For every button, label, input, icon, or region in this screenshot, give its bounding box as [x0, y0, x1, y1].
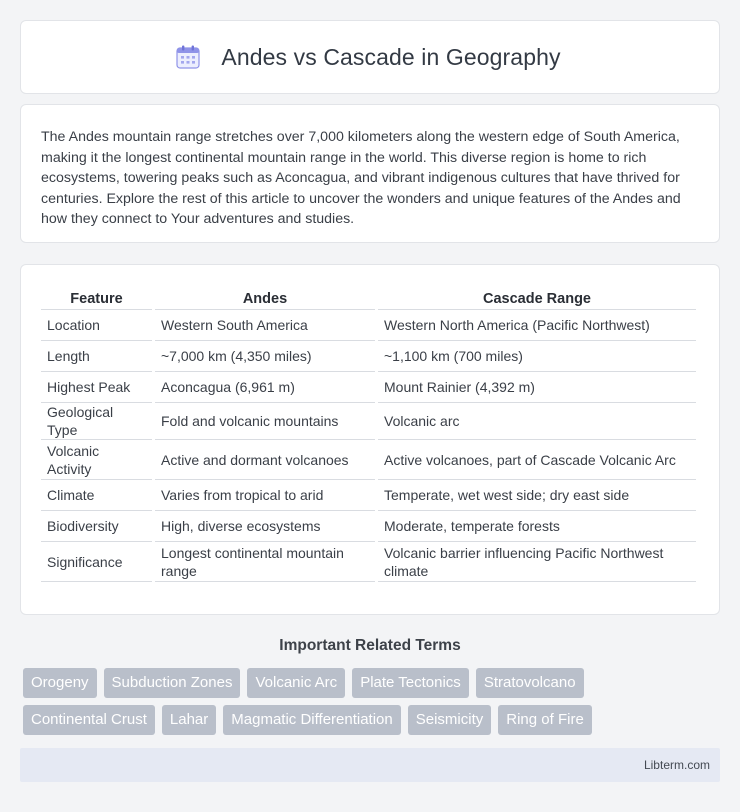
header-inner — [175, 44, 560, 71]
page-title: Andes vs Cascade in Geography — [221, 43, 561, 70]
table-row — [41, 372, 696, 403]
cell-cascade: Moderate, temperate forests — [378, 511, 696, 542]
header-feature: Feature — [41, 286, 152, 310]
intro-card — [20, 104, 720, 243]
cell-andes: Western South America — [155, 310, 375, 341]
tag-lahar[interactable]: Lahar — [162, 705, 216, 735]
table-row — [41, 542, 696, 582]
tag-ring-of-fire[interactable]: Ring of Fire — [498, 705, 592, 735]
cell-feature: Location — [41, 310, 152, 341]
tag-subduction-zones[interactable]: Subduction Zones — [104, 668, 241, 698]
table-header-row — [41, 286, 696, 310]
cell-cascade: Mount Rainier (4,392 m) — [378, 372, 696, 403]
cell-andes: Aconcagua (6,961 m) — [155, 372, 375, 403]
cell-feature: Significance — [41, 542, 152, 582]
table-row — [41, 511, 696, 542]
cell-cascade: Western North America (Pacific Northwest) — [378, 310, 696, 341]
tag-volcanic-arc[interactable]: Volcanic Arc — [247, 668, 345, 698]
comparison-table — [38, 286, 699, 582]
cell-andes: ~7,000 km (4,350 miles) — [155, 341, 375, 372]
cell-feature: Highest Peak — [41, 372, 152, 403]
tag-magmatic-differentiation[interactable]: Magmatic Differentiation — [223, 705, 400, 735]
cell-cascade: Temperate, wet west side; dry east side — [378, 480, 696, 511]
cell-feature: Volcanic Activity — [41, 440, 152, 480]
cell-feature: Length — [41, 341, 152, 372]
calendar-icon — [175, 44, 201, 70]
tag-plate-tectonics[interactable]: Plate Tectonics — [352, 668, 469, 698]
table-row — [41, 440, 696, 480]
cell-andes: Longest continental mountain range — [155, 542, 375, 582]
comparison-table-card — [20, 264, 720, 615]
cell-andes: High, diverse ecosystems — [155, 511, 375, 542]
cell-cascade: Volcanic arc — [378, 403, 696, 440]
header-cascade: Cascade Range — [378, 286, 696, 310]
tag-orogeny[interactable]: Orogeny — [23, 668, 97, 698]
cell-andes: Varies from tropical to arid — [155, 480, 375, 511]
table-row — [41, 403, 696, 440]
cell-feature: Biodiversity — [41, 511, 152, 542]
table-row — [41, 480, 696, 511]
cell-feature: Climate — [41, 480, 152, 511]
tag-continental-crust[interactable]: Continental Crust — [23, 705, 155, 735]
related-terms-list — [20, 668, 720, 735]
tag-stratovolcano[interactable]: Stratovolcano — [476, 668, 584, 698]
cell-andes: Fold and volcanic mountains — [155, 403, 375, 440]
header-card — [20, 20, 720, 94]
table-row — [41, 310, 696, 341]
table-row — [41, 341, 696, 372]
related-terms-title: Important Related Terms — [279, 637, 461, 654]
footer-site-link[interactable]: Libterm.com — [643, 758, 710, 772]
intro-paragraph: The Andes mountain range stretches over 7,000 kilometers along the western edge of South America, making it the longest continental mountain range in the world. This diverse region is home to rich ecosystems, towering peaks such as Aconcagua, and vibrant indigenous cultures that have thrived for centuries. Explore the rest of this article to uncover the wonders and unique features of the Andes and how they connect to Your adventures and studies. — [41, 129, 681, 227]
cell-cascade: Volcanic barrier influencing Pacific Northwest climate — [378, 542, 696, 582]
cell-cascade: Active volcanoes, part of Cascade Volcanic Arc — [378, 440, 696, 480]
cell-andes: Active and dormant volcanoes — [155, 440, 375, 480]
header-andes: Andes — [155, 286, 375, 310]
cell-feature: Geological Type — [41, 403, 152, 440]
footer — [20, 748, 720, 782]
cell-cascade: ~1,100 km (700 miles) — [378, 341, 696, 372]
tag-seismicity[interactable]: Seismicity — [408, 705, 492, 735]
